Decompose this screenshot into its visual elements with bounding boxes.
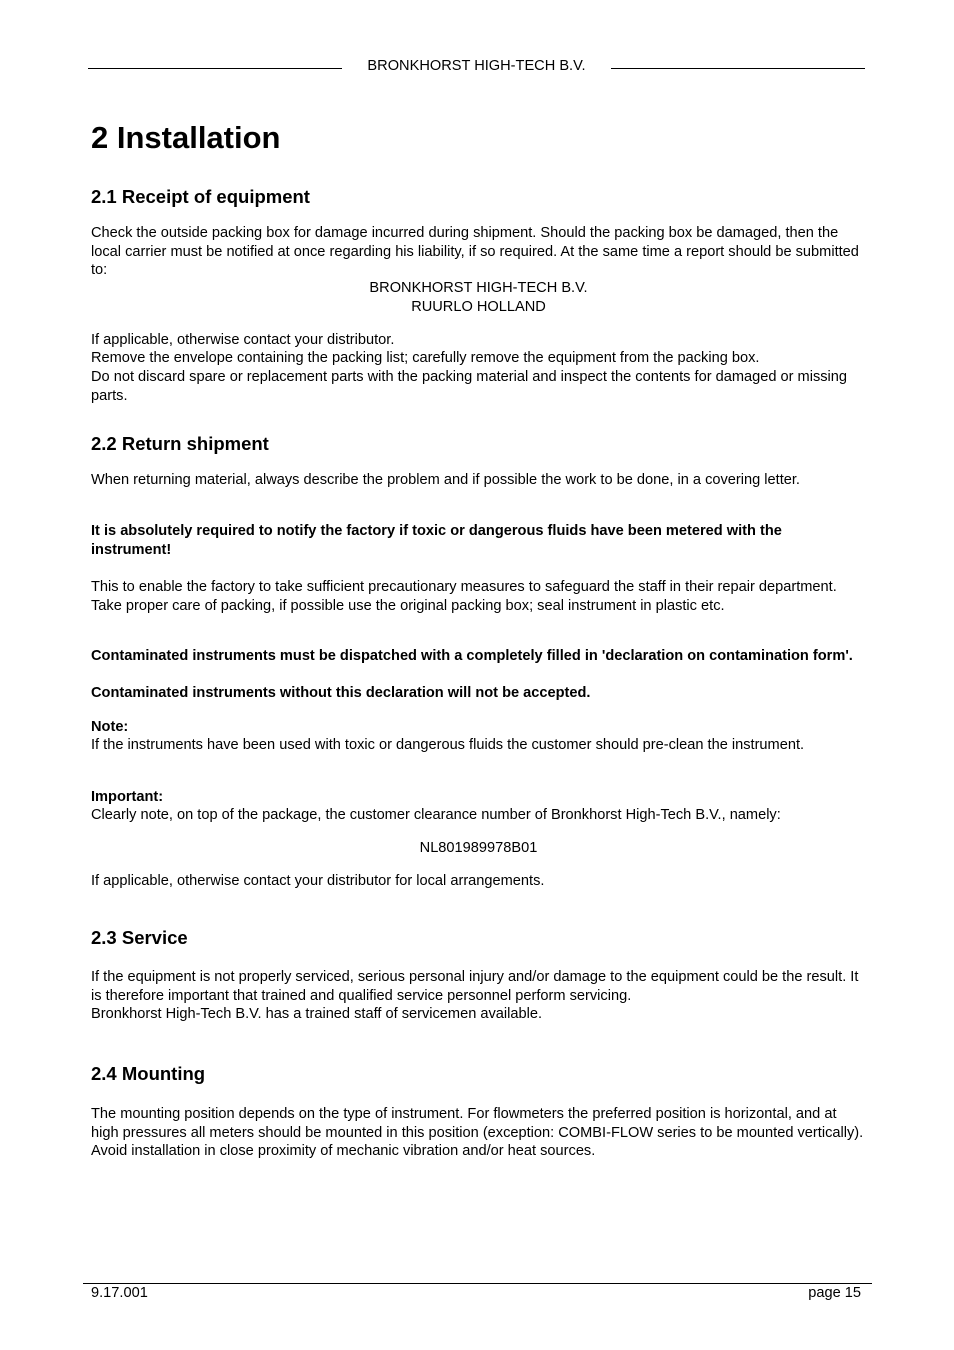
- section-heading-mounting: 2.4 Mounting: [91, 1063, 206, 1084]
- receipt-paragraph-3: Remove the envelope containing the packing list; carefully remove the equipment from the packing box.: [91, 350, 760, 366]
- section-heading-receipt: 2.1 Receipt of equipment: [91, 186, 310, 207]
- section-heading-service: 2.3 Service: [91, 927, 188, 948]
- important-label: Important:: [91, 789, 164, 805]
- section-heading-return: 2.2 Return shipment: [91, 433, 269, 454]
- return-warning-toxic: It is absolutely required to notify the factory if toxic or dangerous fluids have been metered with the instrument!: [91, 523, 782, 558]
- chapter-title: 2 Installation: [91, 120, 281, 155]
- running-header: BRONKHORST HIGH-TECH B.V.: [367, 58, 586, 74]
- footer-rule: [83, 1283, 872, 1284]
- return-warning-rejection: Contaminated instruments without this declaration will not be accepted.: [91, 685, 591, 701]
- receipt-paragraph-2: If applicable, otherwise contact your distributor.: [91, 332, 395, 348]
- note-label: Note:: [91, 719, 129, 735]
- clearance-number: NL801989978B01: [419, 840, 538, 856]
- page-number: page 15: [808, 1285, 861, 1301]
- address-line-1: BRONKHORST HIGH-TECH B.V.: [369, 280, 588, 296]
- return-paragraph-3: If applicable, otherwise contact your distributor for local arrangements.: [91, 873, 545, 889]
- return-warning-declaration: Contaminated instruments must be dispatched with a completely filled in 'declaration on contamination form'.: [91, 648, 853, 664]
- receipt-paragraph-1: Check the outside packing box for damage incurred during shipment. Should the packing box be damaged, then the local carrier must be notified at once regarding his liability, if so required. At the same time a report should be submitted to:: [91, 225, 859, 278]
- important-text: Clearly note, on top of the package, the customer clearance number of Bronkhorst High-Tech B.V., namely:: [91, 807, 781, 823]
- return-paragraph-1: When returning material, always describe the problem and if possible the work to be done, in a covering letter.: [91, 472, 800, 488]
- address-line-2: RUURLO HOLLAND: [411, 299, 546, 315]
- header-rule-left: [88, 68, 342, 69]
- header-rule-right: [611, 68, 865, 69]
- service-paragraph-2: Bronkhorst High-Tech B.V. has a trained staff of servicemen available.: [91, 1006, 543, 1022]
- receipt-paragraph-4: Do not discard spare or replacement parts with the packing material and inspect the contents for damaged or missing parts.: [91, 369, 848, 404]
- service-paragraph-1: If the equipment is not properly serviced, serious personal injury and/or damage to the equipment could be the result. It is therefore important that trained and qualified service personnel perform servicing.: [91, 969, 859, 1004]
- return-paragraph-2: This to enable the factory to take sufficient precautionary measures to safeguard the staff in their repair department. Take proper care of packing, if possible use the original packing box; seal instrument in plastic etc.: [91, 579, 837, 614]
- note-text: If the instruments have been used with toxic or dangerous fluids the customer should pre-clean the instrument.: [91, 737, 805, 753]
- document-number: 9.17.001: [91, 1285, 148, 1301]
- mounting-paragraph-1: The mounting position depends on the type of instrument. For flowmeters the preferred position is horizontal, and at high pressures all meters should be mounted in this position (exception: COMBI-FLOW series to be mounted vertically). Avoid installation in close proximity of mechanic vibration and/or heat sources.: [91, 1106, 864, 1159]
